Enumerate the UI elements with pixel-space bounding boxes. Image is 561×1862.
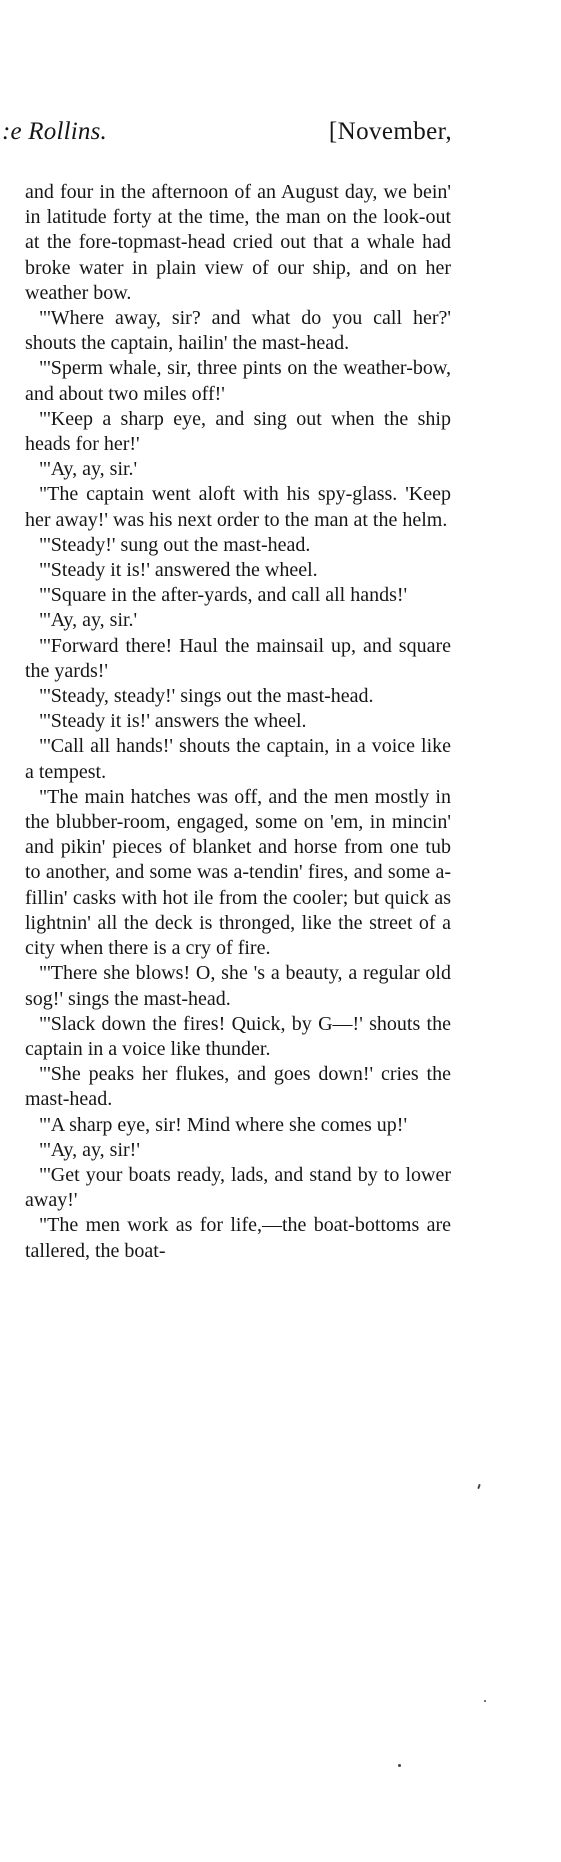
paper-speck [398, 1764, 401, 1767]
paragraph: "'Keep a sharp eye, and sing out when the ship heads for her!' [25, 407, 451, 456]
paragraph: "'Get your boats ready, lads, and stand by to lower away!' [25, 1163, 451, 1212]
paragraph: and four in the afternoon of an August day, we bein' in latitude forty at the time, the man on the look-out at the fore-topmast-head cried out that a whale had broke water in plain view of our ship, and on her weather bow. [25, 181, 451, 304]
paper-speck [477, 1484, 481, 1489]
paragraph: "'Steady, steady!' sings out the mast-head. [39, 685, 374, 708]
paragraph: "'Where away, sir? and what do you call her?' shouts the captain, hailin' the mast-head. [25, 307, 451, 355]
paragraph: "'There she blows! O, she 's a beauty, a regular old sog!' sings the mast-head. [25, 962, 451, 1010]
running-head [0, 118, 452, 158]
running-head-title: :e Rollins. [2, 118, 107, 145]
paragraph: "'Slack down the fires! Quick, by G—!' shouts the captain in a voice like thunder. [25, 1012, 451, 1060]
paragraph: "'Call all hands!' shouts the captain, in a voice like a tempest. [25, 735, 451, 783]
running-head-date: [November, [328, 118, 452, 145]
paragraph: "'Ay, ay, sir!' [39, 1138, 140, 1161]
paragraph: "'Steady it is!' answered the wheel. [39, 559, 318, 582]
paragraph: "'Sperm whale, sir, three pints on the weather-bow, and about two miles off!' [25, 357, 451, 405]
paragraph: "'A sharp eye, sir! Mind where she comes up!' [39, 1113, 408, 1136]
paragraph: "'Steady!' sung out the mast-head. [39, 533, 311, 556]
paragraph: "'Square in the after-yards, and call all hands!' [39, 584, 408, 607]
paper-speck [484, 1700, 486, 1702]
paragraph: "The captain went aloft with his spy-glass. 'Keep her away!' was his next order to the man at the helm. [25, 483, 451, 531]
body-text [25, 180, 451, 1264]
paragraph: "'Ay, ay, sir.' [39, 458, 138, 481]
paragraph: "'Steady it is!' answers the wheel. [39, 710, 307, 733]
paragraph: "'Forward there! Haul the mainsail up, and square the yards!' [25, 634, 451, 682]
paragraph: "'Ay, ay, sir.' [39, 609, 138, 632]
paragraph: "The men work as for life,—the boat-bottoms are tallered, the boat- [25, 1214, 451, 1262]
paragraph: "The main hatches was off, and the men mostly in the blubber-room, engaged, some on 'em, in mincin' and pikin' pieces of blanket and horse from one tub to another, and some was a-tendin' fires, and some a-fillin' casks with hot ile from the cooler; but quick as lightnin' all the deck is thronged, like the street of a city when there is a cry of fire. [25, 785, 451, 960]
paragraph: "'She peaks her flukes, and goes down!' cries the mast-head. [25, 1063, 451, 1111]
